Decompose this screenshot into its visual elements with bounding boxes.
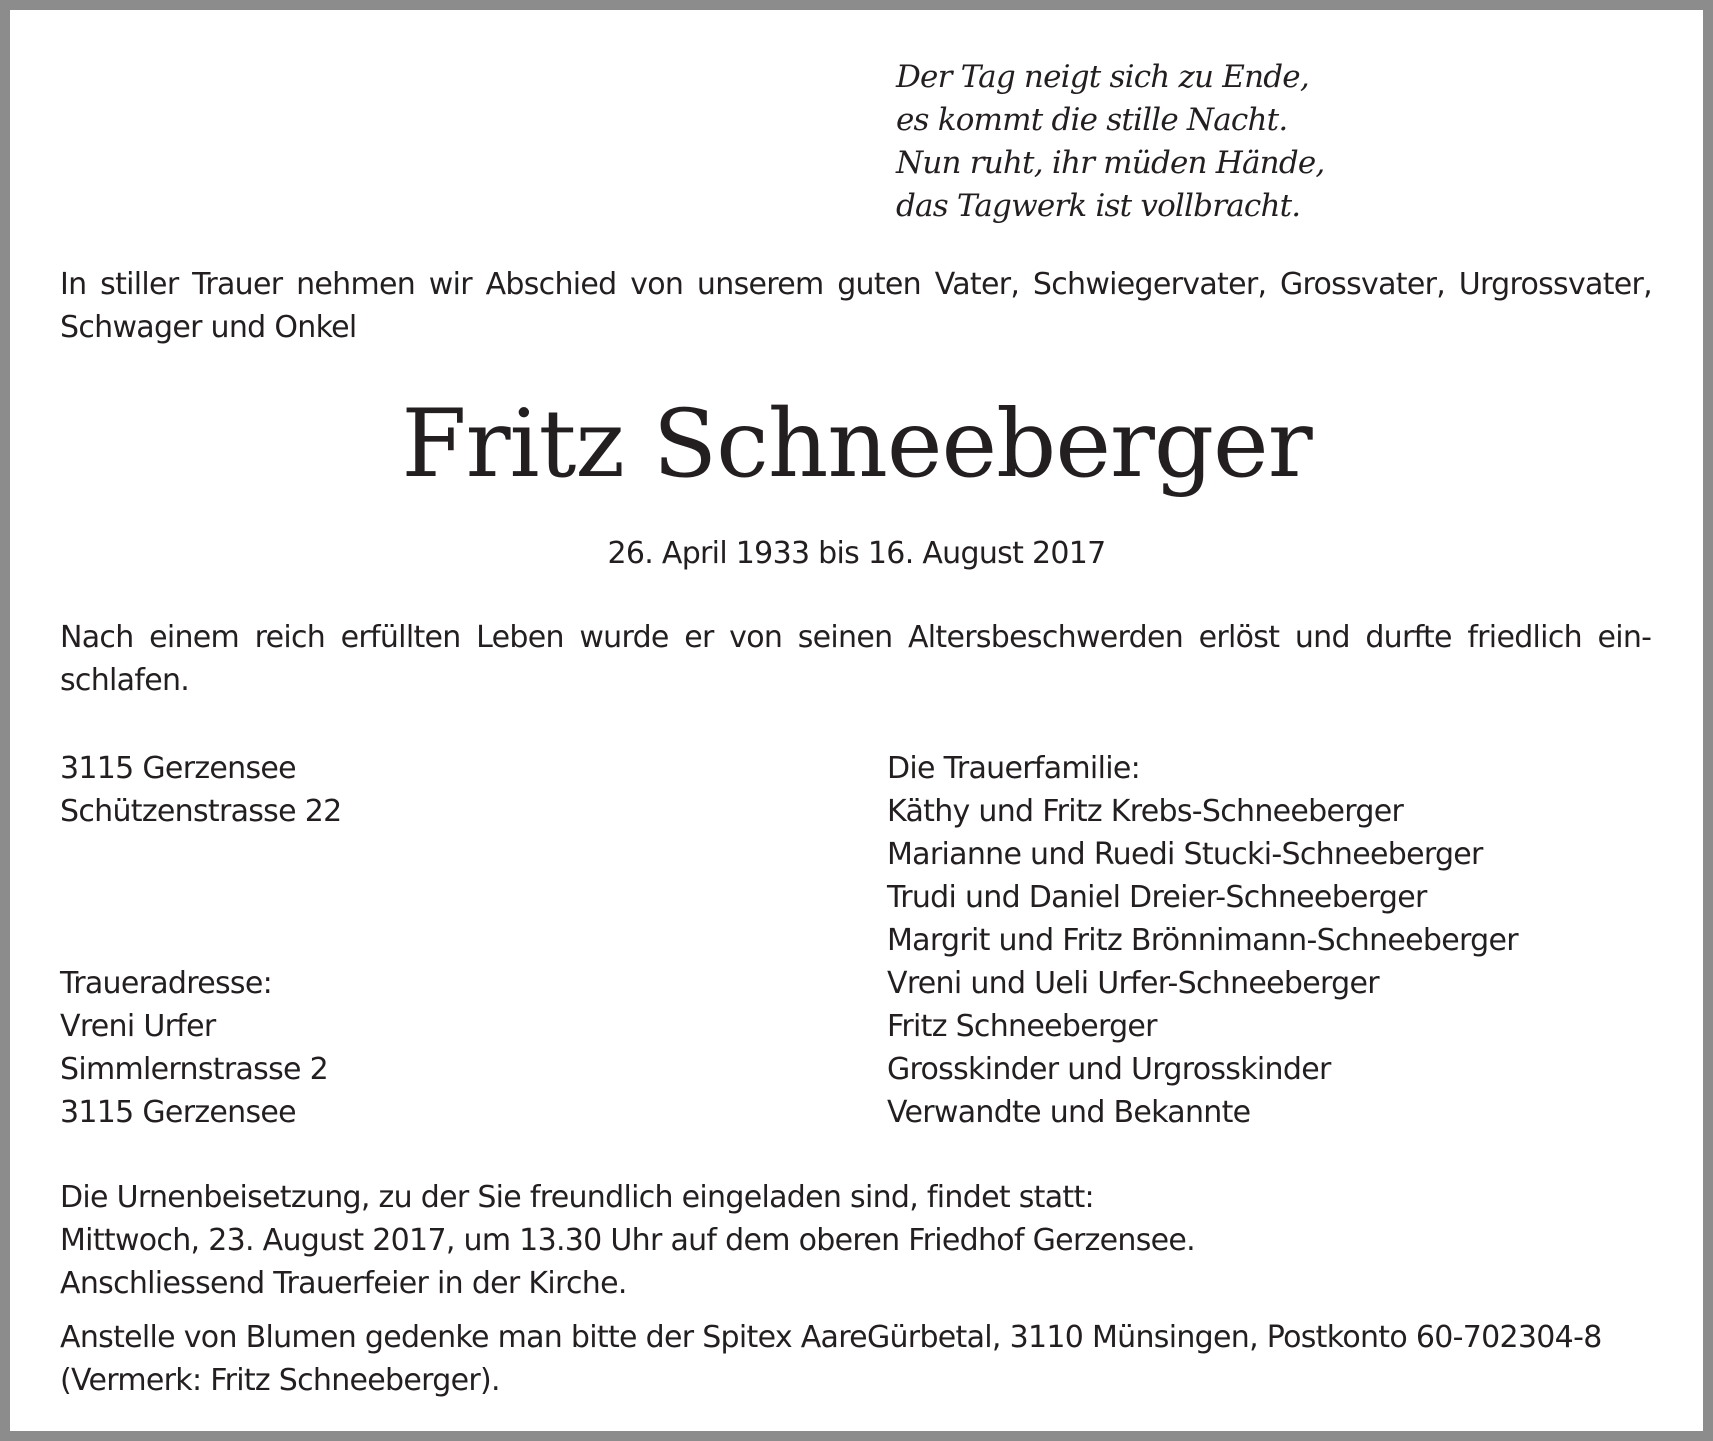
intro-text: In stiller Trauer nehmen wir Abschied von unserem guten Vater, Schwiegervater, Grossvater, Urgrossvater, Schwager und Onkel bbox=[60, 267, 1652, 345]
address-line: 3115 Gerzensee bbox=[60, 751, 296, 786]
deceased-name: Fritz Schneeberger bbox=[401, 390, 1312, 499]
burial-line: Anschliessend Trauerfeier in der Kirche. bbox=[60, 1266, 627, 1301]
address-line: Simmlernstrasse 2 bbox=[60, 1052, 328, 1087]
address-line: Vreni Urfer bbox=[60, 1009, 216, 1044]
address-heading: Traueradresse: bbox=[60, 966, 273, 1001]
family-member: Trudi und Daniel Dreier-Schneeberger bbox=[887, 880, 1427, 915]
home-address bbox=[60, 747, 341, 833]
family-member: Verwandte und Bekannte bbox=[887, 1095, 1251, 1130]
donation-notice bbox=[60, 1316, 1602, 1402]
burial-notice bbox=[60, 1176, 1195, 1305]
life-dates: 26. April 1933 bis 16. August 2017 bbox=[607, 536, 1106, 571]
mourning-family bbox=[887, 747, 1518, 1134]
family-member: Grosskinder und Urgrosskinder bbox=[887, 1052, 1331, 1087]
address-line: Schützenstrasse 22 bbox=[60, 794, 342, 829]
poem bbox=[896, 56, 1324, 228]
address-line: 3115 Gerzensee bbox=[60, 1095, 296, 1130]
obituary-page bbox=[10, 10, 1703, 1431]
family-heading: Die Trauerfamilie: bbox=[887, 751, 1141, 786]
poem-line: es kommt die stille Nacht. bbox=[896, 102, 1288, 138]
family-member: Käthy und Fritz Krebs-Schneeberger bbox=[887, 794, 1404, 829]
donation-line: (Vermerk: Fritz Schneeberger). bbox=[60, 1363, 500, 1398]
family-member: Fritz Schneeberger bbox=[887, 1009, 1157, 1044]
family-member: Marianne und Ruedi Stucki-Schneeberger bbox=[887, 837, 1483, 872]
donation-line: Anstelle von Blumen gedenke man bitte der Spitex AareGürbetal, 3110 Münsingen, Postkonto 60-702304-8 bbox=[60, 1320, 1602, 1355]
family-member: Margrit und Fritz Brönnimann-Schneeberger bbox=[887, 923, 1518, 958]
mourning-address bbox=[60, 962, 328, 1134]
family-member: Vreni und Ueli Urfer-Schneeberger bbox=[887, 966, 1379, 1001]
burial-line: Mittwoch, 23. August 2017, um 13.30 Uhr auf dem oberen Friedhof Gerzensee. bbox=[60, 1223, 1195, 1258]
farewell-message: Nach einem reich erfüllten Leben wurde er von seinen Altersbeschwerden erlöst und durfte friedlich einschlafen. bbox=[60, 620, 1652, 698]
poem-line: das Tagwerk ist vollbracht. bbox=[896, 188, 1301, 224]
burial-line: Die Urnenbeisetzung, zu der Sie freundlich eingeladen sind, findet statt: bbox=[60, 1180, 1094, 1215]
poem-line: Nun ruht, ihr müden Hände, bbox=[896, 145, 1325, 181]
poem-line: Der Tag neigt sich zu Ende, bbox=[896, 59, 1309, 95]
